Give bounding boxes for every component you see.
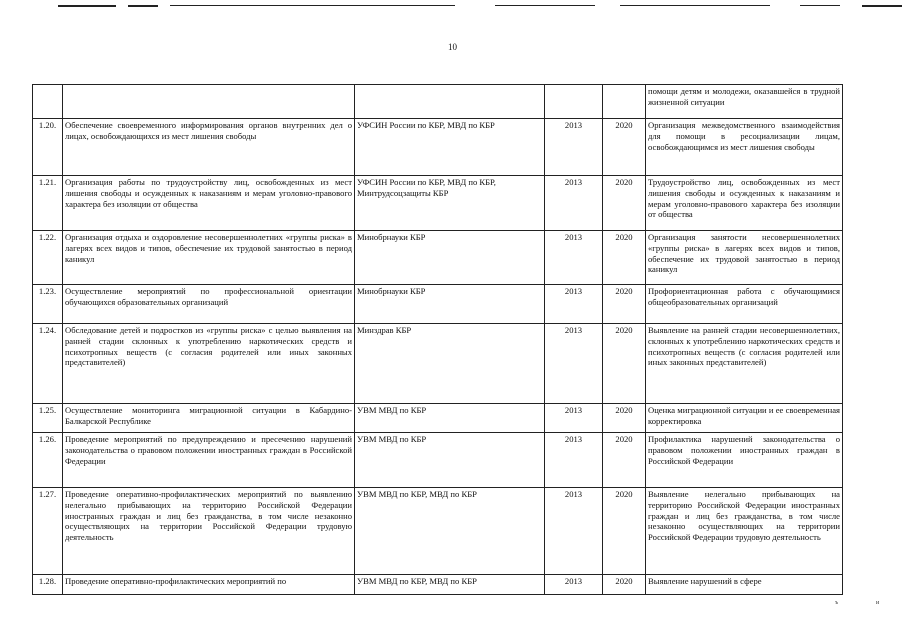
measure-cell: Проведение оперативно-профилактических мероприятий по выявлению нелегально прибывающих на территорию Российской Федерации иностранных граждан и лиц без гражданства, в том числе незаконно осуществляющих на территории Российской Федерации трудовую деятельность bbox=[63, 488, 355, 575]
row-number: 1.25. bbox=[33, 404, 63, 433]
scan-mark: ъ bbox=[835, 600, 839, 606]
table-row bbox=[33, 488, 843, 575]
scan-artifact-line bbox=[800, 5, 840, 6]
executor-cell: Минобрнауки КБР bbox=[355, 285, 545, 324]
row-number: 1.20. bbox=[33, 119, 63, 176]
scan-artifact-line bbox=[128, 5, 158, 7]
start-year-cell bbox=[545, 85, 603, 119]
row-number: 1.23. bbox=[33, 285, 63, 324]
row-number: 1.27. bbox=[33, 488, 63, 575]
executor-cell: УФСИН России по КБР, МВД по КБР, Минтрудсоцзащиты КБР bbox=[355, 176, 545, 231]
end-year-cell: 2020 bbox=[603, 488, 646, 575]
scan-artifact-line bbox=[58, 5, 116, 7]
scan-artifact-line bbox=[862, 5, 902, 7]
table-row bbox=[33, 324, 843, 404]
executor-cell: Минобрнауки КБР bbox=[355, 231, 545, 285]
row-number bbox=[33, 85, 63, 119]
result-cell: Выявление на ранней стадии несовершеннолетних, склонных к употреблению наркотических средств и психотропных веществ (с согласия родителей или иных законных представителей) bbox=[646, 324, 843, 404]
start-year-cell: 2013 bbox=[545, 433, 603, 488]
scan-mark: и bbox=[876, 600, 880, 606]
measure-cell: Проведение мероприятий по предупреждению и пресечению нарушений законодательства о правовом положении иностранных граждан в Российской Федерации bbox=[63, 433, 355, 488]
measures-table bbox=[32, 84, 843, 595]
measure-cell bbox=[63, 85, 355, 119]
page-number: 10 bbox=[448, 42, 457, 52]
start-year-cell: 2013 bbox=[545, 285, 603, 324]
result-cell: Профилактика нарушений законодательства о правовом положении иностранных граждан в Российской Федерации bbox=[646, 433, 843, 488]
start-year-cell: 2013 bbox=[545, 575, 603, 595]
table-row bbox=[33, 575, 843, 595]
result-cell: Выявление нарушений в сфере bbox=[646, 575, 843, 595]
end-year-cell: 2020 bbox=[603, 285, 646, 324]
row-number: 1.21. bbox=[33, 176, 63, 231]
result-cell: Организация занятости несовершеннолетних «группы риска» в лагерях всех видов и типов, обеспечение их трудовой занятостью в период каникул bbox=[646, 231, 843, 285]
table-row bbox=[33, 176, 843, 231]
measure-cell: Организация работы по трудоустройству лиц, освобожденных из мест лишения свободы и осужденных к наказаниям и мерам уголовно-правового характера без изоляции от общества bbox=[63, 176, 355, 231]
start-year-cell: 2013 bbox=[545, 119, 603, 176]
executor-cell: УВМ МВД по КБР bbox=[355, 433, 545, 488]
table-row bbox=[33, 285, 843, 324]
executor-cell bbox=[355, 85, 545, 119]
measure-cell: Осуществление мониторинга миграционной ситуации в Кабардино-Балкарской Республике bbox=[63, 404, 355, 433]
measure-cell: Обследование детей и подростков из «группы риска» с целью выявления на ранней стадии склонных к употреблению наркотических средств и психотропных веществ (с согласия родителей или иных законных представителей) bbox=[63, 324, 355, 404]
end-year-cell: 2020 bbox=[603, 119, 646, 176]
scan-artifact-line bbox=[495, 5, 595, 6]
row-number: 1.22. bbox=[33, 231, 63, 285]
scan-artifact-line bbox=[620, 5, 770, 6]
executor-cell: УВМ МВД по КБР bbox=[355, 404, 545, 433]
row-number: 1.24. bbox=[33, 324, 63, 404]
end-year-cell: 2020 bbox=[603, 176, 646, 231]
table-row bbox=[33, 433, 843, 488]
table-row bbox=[33, 231, 843, 285]
result-cell: Выявление нелегально прибывающих на территорию Российской Федерации иностранных граждан и лиц без гражданства, в том числе незаконно осуществляющих на территории Российской Федерации трудовую деятельность bbox=[646, 488, 843, 575]
row-number: 1.28. bbox=[33, 575, 63, 595]
table-row bbox=[33, 85, 843, 119]
start-year-cell: 2013 bbox=[545, 176, 603, 231]
result-cell: Оценка миграционной ситуации и ее своевременная корректировка bbox=[646, 404, 843, 433]
start-year-cell: 2013 bbox=[545, 404, 603, 433]
measure-cell: Осуществление мероприятий по профессиональной ориентации обучающихся образовательных организаций bbox=[63, 285, 355, 324]
result-cell: Профориентационная работа с обучающимися общеобразовательных организаций bbox=[646, 285, 843, 324]
start-year-cell: 2013 bbox=[545, 231, 603, 285]
executor-cell: УФСИН России по КБР, МВД по КБР bbox=[355, 119, 545, 176]
scan-artifact-line bbox=[170, 5, 455, 6]
result-cell: Трудоустройство лиц, освобожденных из мест лишения свободы и осужденных к наказаниям и мерам уголовно-правового характера без изоляции от общества bbox=[646, 176, 843, 231]
row-number: 1.26. bbox=[33, 433, 63, 488]
end-year-cell: 2020 bbox=[603, 433, 646, 488]
start-year-cell: 2013 bbox=[545, 488, 603, 575]
end-year-cell: 2020 bbox=[603, 404, 646, 433]
table-row bbox=[33, 119, 843, 176]
end-year-cell: 2020 bbox=[603, 231, 646, 285]
measure-cell: Обеспечение своевременного информирования органов внутренних дел о лицах, освобождающихся из мест лишения свободы bbox=[63, 119, 355, 176]
measure-cell: Организация отдыха и оздоровление несовершеннолетних «группы риска» в лагерях всех видов и типов, обеспечение их трудовой занятостью в период каникул bbox=[63, 231, 355, 285]
result-cell: помощи детям и молодежи, оказавшейся в трудной жизненной ситуации bbox=[646, 85, 843, 119]
start-year-cell: 2013 bbox=[545, 324, 603, 404]
executor-cell: УВМ МВД по КБР, МВД по КБР bbox=[355, 575, 545, 595]
result-cell: Организация межведомственного взаимодействия для помощи в ресоциализации лицам, освобождающимся из мест лишения свободы bbox=[646, 119, 843, 176]
executor-cell: УВМ МВД по КБР, МВД по КБР bbox=[355, 488, 545, 575]
executor-cell: Минздрав КБР bbox=[355, 324, 545, 404]
end-year-cell: 2020 bbox=[603, 324, 646, 404]
end-year-cell bbox=[603, 85, 646, 119]
table-row bbox=[33, 404, 843, 433]
measure-cell: Проведение оперативно-профилактических мероприятий по bbox=[63, 575, 355, 595]
end-year-cell: 2020 bbox=[603, 575, 646, 595]
